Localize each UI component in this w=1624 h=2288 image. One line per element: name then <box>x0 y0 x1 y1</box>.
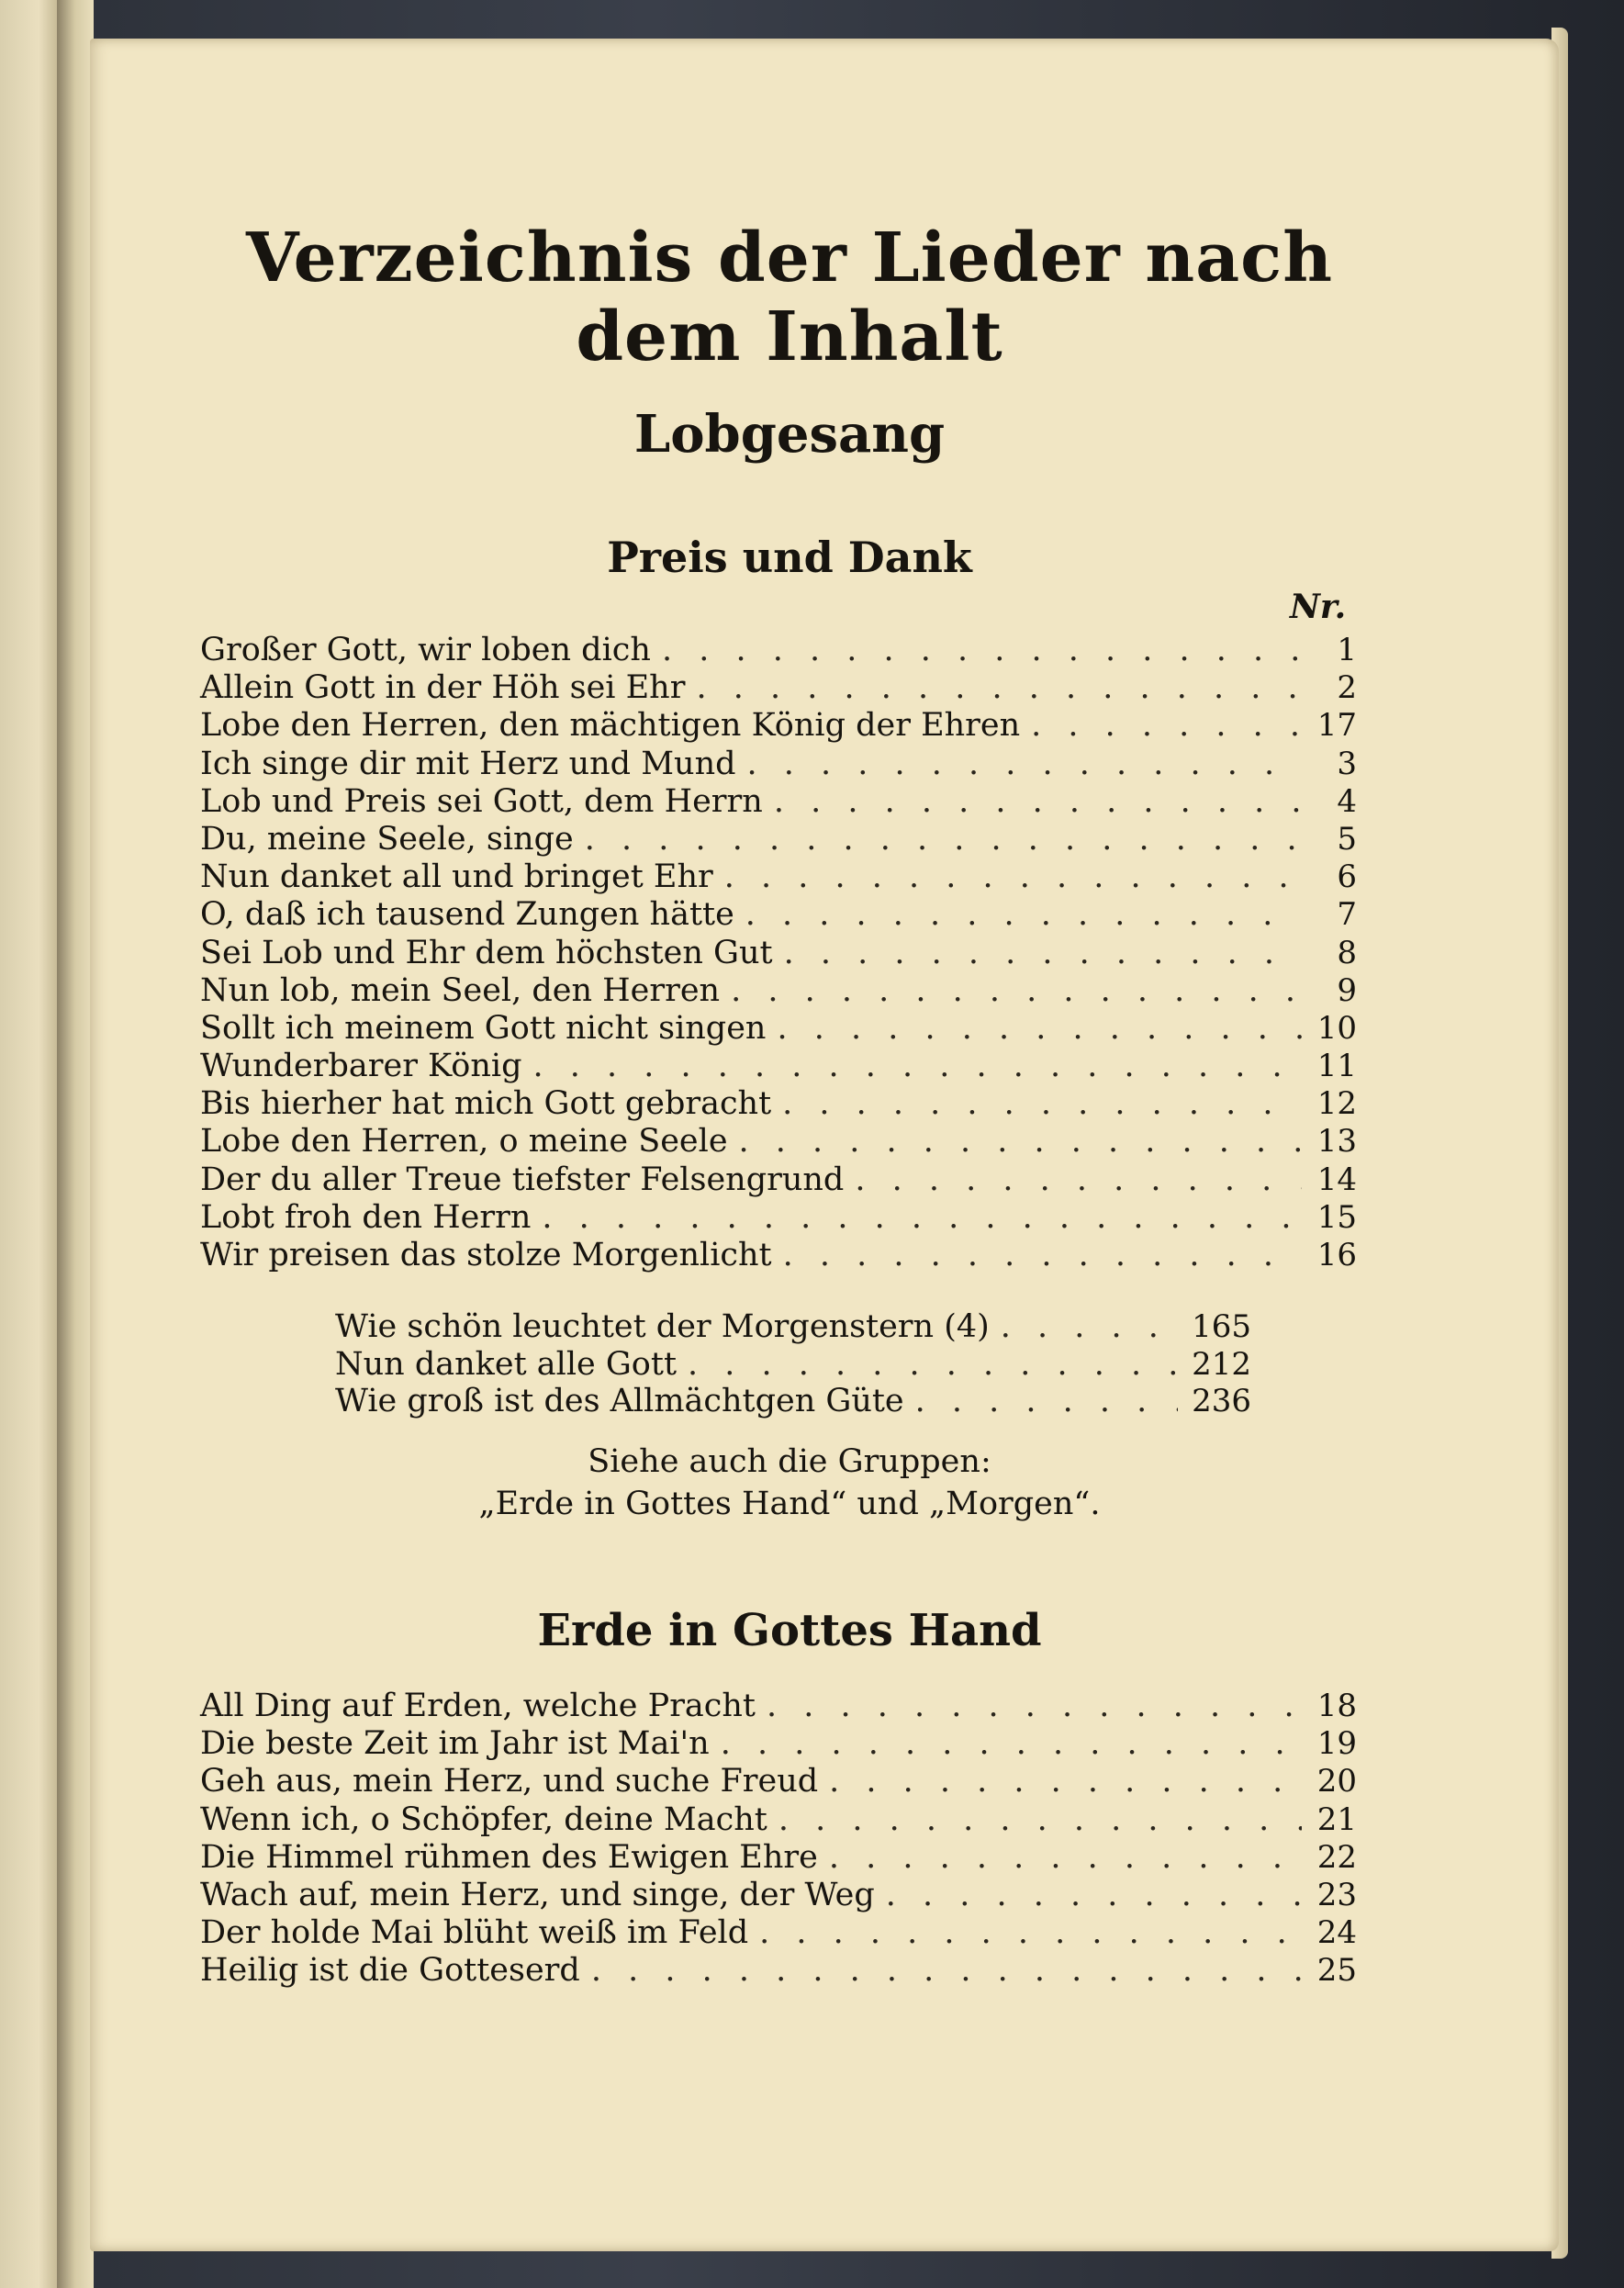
song-list-erde-in-gottes-hand <box>200 1688 1357 1991</box>
subsection-heading-preis-und-dank: Preis und Dank <box>607 533 972 582</box>
song-list-preis-und-dank <box>200 632 1357 1274</box>
list-item: Lobe den Herren, o meine Seele . . . 13 <box>200 1123 1357 1161</box>
list-item: Nun danket all und bringet Ehr . . . 6 <box>200 858 1357 896</box>
list-item: Wie groß ist des Allmächtgen Güte . . . 236 <box>335 1383 1251 1420</box>
list-item: Sollt ich meinem Gott nicht singen . . . 10 <box>200 1010 1357 1048</box>
list-item: Bis hierher hat mich Gott gebracht . . . 12 <box>200 1085 1357 1123</box>
list-item: Lobt froh den Herrn . . . 15 <box>200 1199 1357 1237</box>
number-column-header: Nr. <box>1290 588 1347 626</box>
page-title: Verzeichnis der Lieder nach dem Inhalt <box>245 219 1334 376</box>
list-item: Großer Gott, wir loben dich . . . 1 <box>200 632 1357 669</box>
list-item: Lobe den Herren, den mächtigen König der Ehren . . . 17 <box>200 707 1357 745</box>
list-item: Der holde Mai blüht weiß im Feld . . . 24 <box>200 1914 1357 1952</box>
list-item: Wunderbarer König . . . 11 <box>200 1048 1357 1085</box>
list-item: Heilig ist die Gotteserd . . . 25 <box>200 1952 1357 1990</box>
list-item: Die Himmel rühmen des Ewigen Ehre . . . 22 <box>200 1839 1357 1877</box>
section-heading-erde-in-gottes-hand: Erde in Gottes Hand <box>537 1605 1042 1656</box>
list-item: All Ding auf Erden, welche Pracht . . . 18 <box>200 1688 1357 1725</box>
song-list-extra <box>335 1308 1251 1420</box>
list-item: Nun lob, mein Seel, den Herren . . . 9 <box>200 972 1357 1010</box>
list-item: Nun danket alle Gott . . . 212 <box>335 1346 1251 1384</box>
see-also-note: Siehe auch die Gruppen: <box>588 1443 991 1480</box>
see-also-groups: „Erde in Gottes Hand“ und „Morgen“. <box>478 1486 1101 1522</box>
list-item: Geh aus, mein Herz, und suche Freud . . . 20 <box>200 1763 1357 1800</box>
list-item: O, daß ich tausend Zungen hätte . . . 7 <box>200 896 1357 934</box>
list-item: Lob und Preis sei Gott, dem Herrn . . . 4 <box>200 783 1357 821</box>
list-item: Wenn ich, o Schöpfer, deine Macht . . . 21 <box>200 1801 1357 1839</box>
list-item: Sei Lob und Ehr dem höchsten Gut . . . 8 <box>200 935 1357 972</box>
list-item: Die beste Zeit im Jahr ist Mai'n . . . 19 <box>200 1725 1357 1763</box>
list-item: Wir preisen das stolze Morgenlicht . . . 16 <box>200 1237 1357 1274</box>
list-item: Du, meine Seele, singe . . . 5 <box>200 821 1357 858</box>
list-item: Ich singe dir mit Herz und Mund . . . 3 <box>200 746 1357 783</box>
list-item: Der du aller Treue tiefster Felsengrund . . . 14 <box>200 1161 1357 1199</box>
list-item: Wach auf, mein Herz, und singe, der Weg . . . 23 <box>200 1877 1357 1914</box>
list-item: Wie schön leuchtet der Morgenstern (4) . . . 165 <box>335 1308 1251 1346</box>
list-item: Allein Gott in der Höh sei Ehr . . . 2 <box>200 669 1357 707</box>
section-heading-lobgesang: Lobgesang <box>633 404 946 465</box>
